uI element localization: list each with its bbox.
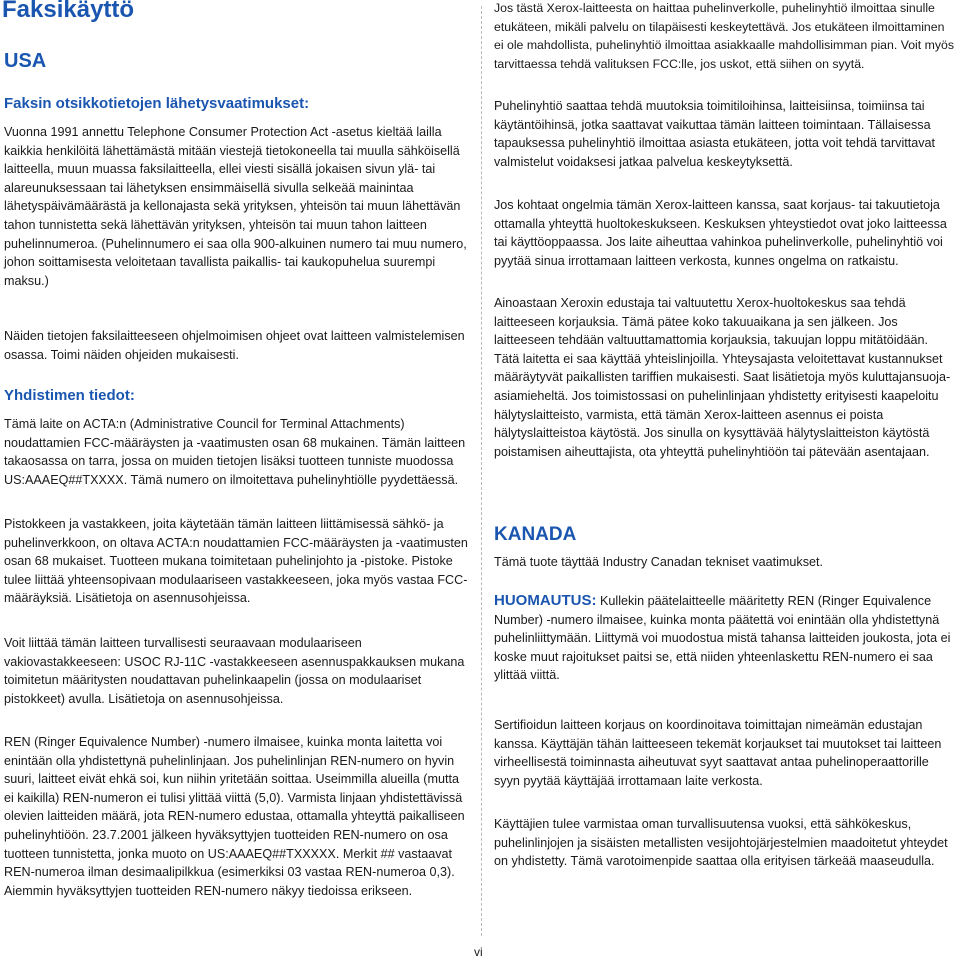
- paragraph-acta-compliance: Tämä laite on ACTA:n (Administrative Council for Terminal Attachments) noudattamien FCC-määräysten ja -vaatimusten osan 68 mukainen. Tämän laitteen takaosassa on tarra, jossa on muiden tietojen lisäksi tuotteen tunniste muodossa US:AAAEQ##TXXXX. Tämä numero on ilmoitettava puhelinyhtiölle pyydettäessä.: [4, 417, 466, 487]
- paragraph-rj11c: Voit liittää tämän laitteen turvallisesti seuraavaan modulaariseen vakiovastakkeeseen: USOC RJ-11C -vastakkeeseen asennuspakkauksen mukana toimitetun määritysten noudattavan puhelinkaapelin (jossa on modulaariset pistokkeet) avulla. Lisätietoja on asennusohjeissa.: [4, 636, 465, 706]
- paragraph-authorized-repairs: Ainoastaan Xeroxin edustaja tai valtuutettu Xerox-huoltokeskus saa tehdä laitteeseen korjauksia. Tämä pätee koko takuuaikana ja sen jälkeen. Jos laitteeseen tehdään valtuuttamattomia korjauksia, takuujan loppu mitätöidään. Tätä laitetta ei saa käyttää yhteislinjoilla. Yhteysajasta veloitettavat kustannukset määräytyvät paikallisten tariffien mukaisesti. Saat lisätietoja myös kuluttajansuoja-asiamieheltä. Jos toimistossasi on puhelinlinjaan yhdistetty erityisesti kaapeloitu hälytyslaitteisto, varmista, että tämän Xerox-laitteen asennus ei poista hälytyslaitteistoa käytöstä. Jos sinulla on kysyttävää hälytyslaitteiston käytöstä poistamisen aiheuttajista, ota yhteyttä puhelinyhtiöön tai pätevään asentajaan.: [494, 296, 951, 459]
- paragraph-network-harm: Jos tästä Xerox-laitteesta on haittaa puhelinverkolle, puhelinyhtiö ilmoittaa sinulle etukäteen, mikäli palvelu on tilapäisesti keskeytettävä. Jos etukäteen ilmoittaminen ei ole mahdollista, puhelinyhtiö ilmoittaa asiakkaalle mahdollisimman pian. Voit myös tarvittaessa tehdä valituksen FCC:lle, jos uskot, että siihen on syytä.: [494, 1, 954, 71]
- paragraph-ren: REN (Ringer Equivalence Number) -numero ilmaisee, kuinka monta laitetta voi enintään olla yhdistettynä puhelinlinjaan. Jos puhelinlinjan REN-numero on hyvin suuri, laitteet eivät ehkä soi, kun niihin yritetään soittaa. Useimmilla alueilla (mutta ei kaikilla) REN-numeron ei tulisi ylittää viittä (5,0). Varmista linjaan yhdistettävissä olevien laitteiden määrä, jota REN-numero edustaa, ottamalla yhteyttä paikalliseen puhelinyhtiöön. 23.7.2001 jälkeen hyväksyttyjen tuotteiden REN-numero on osa tuotteen tunnistetta, jonka muoto on US:AAAEQ##TXXXXX. Merkit ## vastaavat REN-numeroa ilman desimaalipilkkua (esimerkiksi 03 vastaa REN-numeroa 0,3). Aiemmin hyväksyttyjen tuotteiden REN-numero näkyy tiedoissa erikseen.: [4, 735, 465, 898]
- heading-connector-info: Yhdistimen tiedot:: [4, 387, 135, 404]
- paragraph-programming-instructions: Näiden tietojen faksilaitteeseen ohjelmoimisen ohjeet ovat laitteen valmistelemisen osassa. Toimi näiden ohjeiden mukaisesti.: [4, 329, 465, 362]
- page-number: vi: [474, 945, 483, 959]
- paragraph-certified-repair: Sertifioidun laitteen korjaus on koordinoitava toimittajan nimeämän edustajan kanssa. Käyttäjän tähän laitteeseen tekemät korjaukset tai muutokset tai laitteen virheellisestä toiminnasta aiheutuvat syyt saattavat antaa puhelinoperaattorille syyn pyytää käyttäjää irrottamaan laite verkosta.: [494, 718, 942, 788]
- paragraph-tcpa: Vuonna 1991 annettu Telephone Consumer Protection Act -asetus kieltää lailla kaikkia henkilöitä lähettämästä mitään viestejä tietokoneella tai muulla sähköisellä laitteella, muun muassa faksilaitteella, ellei viesti sisällä jokaisen sivun ylä- tai alareunuksessaan tai lähetyksen ensimmäisellä sivulla selkeää mainintaa lähetyspäivämäärästä ja kellonajasta sekä yrityksen, yhteisön tai muun lähettävän tahon tunnistetta sekä lähettävän yrityksen, yhteisön tai muun tahon laitteen puhelinnumeroa. (Puhelinnumero ei saa olla 900-alkuinen numero tai muu numero, johon soittamisesta veloitetaan tavallista paikallis- tai kaukopuhelua suurempi maksu.): [4, 125, 467, 288]
- paragraph-problems: Jos kohtaat ongelmia tämän Xerox-laitteen kanssa, saat korjaus- tai takuutietoja ottamalla yhteyttä huoltokeskukseen. Keskuksen yhteystiedot ovat joko laitteessa tai käyttöoppaassa. Jos laite aiheuttaa vahinkoa puhelinverkolle, puhelinyhtiö voi pyytää sinua irrottamaan laitteen verkosta, kunnes ongelma on ratkaistu.: [494, 198, 947, 268]
- note-label: HUOMAUTUS:: [494, 592, 597, 609]
- paragraph-telco-changes: Puhelinyhtiö saattaa tehdä muutoksia toimitiloihinsa, laitteisiinsa, toimiinsa tai käytäntöihinsä, jotka saattavat vaikuttaa tämän laitteen toimintaan. Tällaisessa tapauksessa puhelinyhtiö ilmoittaa asiasta etukäteen, jotta voit tehdä tarvittavat valmistelut voidaksesi jatkaa palvelua keskeytyksettä.: [494, 99, 936, 169]
- paragraph-plug-jack: Pistokkeen ja vastakkeen, joita käytetään tämän laitteen liittämisessä sähkö- ja puhelinverkkoon, on oltava ACTA:n noudattamien FCC-määräysten ja -vaatimusten osan 68 mukaiset. Tuotteen mukana toimitetaan puhelinjohto ja -pistoke. Pistoke tulee liittää yhteensopivaan modulaariseen vastakkeeseen, joka myös vastaa FCC-määräyksiä. Lisätietoja on asennusohjeissa.: [4, 517, 468, 606]
- paragraph-grounding: Käyttäjien tulee varmistaa oman turvallisuutensa vuoksi, että sähkökeskus, puhelinlinjojen ja sisäisten metallisten vesijohtojärjestelmien maadoitetut yhteydet on yhdistetty. Tämä varotoimenpide saattaa olla erityisen tärkeää maaseudulla.: [494, 817, 948, 869]
- column-divider: [481, 6, 482, 936]
- section-heading-usa: USA: [4, 50, 47, 72]
- page-title: Faksikäyttö: [2, 0, 135, 23]
- note-text: Kullekin päätelaitteelle määritetty REN (Ringer Equivalence Number) -numero ilmaisee, kuinka monta päätettä voi enintään olla yhdistettynä puhelinliittymään. Liittymä voi muodostua mistä tahansa laitteiden joukosta, jota ei koske muut rajoitukset paitsi se, että niiden yhteenlaskettu REN-numero ei saa ylittää viittä.: [494, 594, 951, 683]
- paragraph-industry-canada: Tämä tuote täyttää Industry Canadan tekniset vaatimukset.: [494, 555, 824, 569]
- paragraph-note: [494, 592, 956, 685]
- heading-fax-header-requirements: Faksin otsikkotietojen lähetysvaatimukset:: [4, 95, 310, 112]
- section-heading-kanada: KANADA: [494, 524, 577, 545]
